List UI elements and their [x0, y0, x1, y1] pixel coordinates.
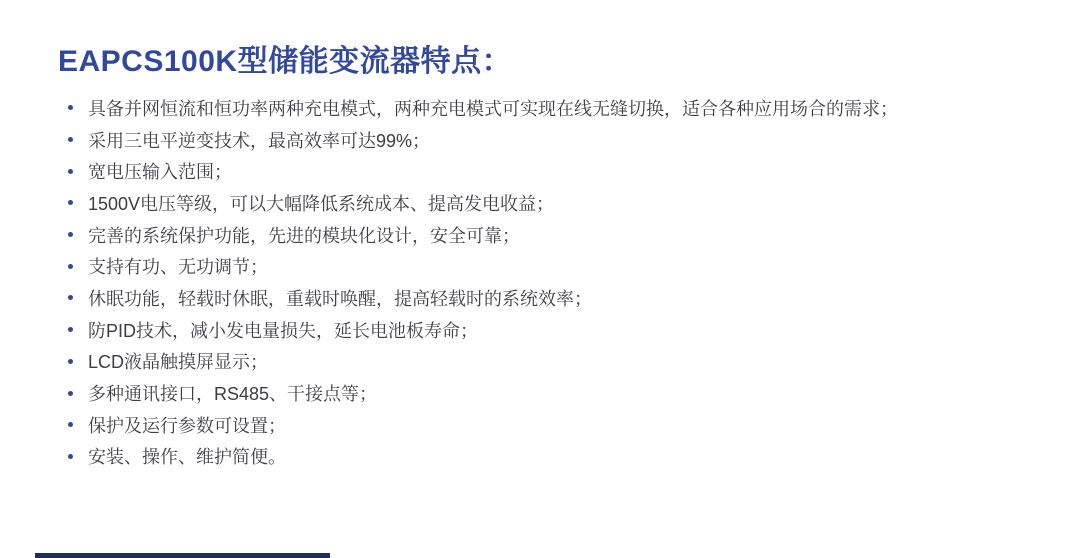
list-item-text: LCD液晶触摸屏显示； — [88, 352, 269, 373]
list-item — [62, 282, 1054, 314]
list-item-text: 支持有功、无功调节； — [88, 257, 268, 278]
list-item — [62, 409, 1054, 441]
bullet-icon — [68, 232, 73, 237]
list-item-text: 保护及运行参数可设置； — [88, 415, 286, 436]
bullet-icon — [68, 200, 73, 205]
list-item — [62, 346, 1054, 378]
list-item — [62, 377, 1054, 409]
bullet-icon — [68, 264, 73, 269]
bullet-icon — [68, 169, 73, 174]
list-item-text: 防PID技术，减小发电量损失，延长电池板寿命； — [88, 320, 479, 341]
list-item-text: 安装、操作、维护简便。 — [88, 447, 286, 468]
list-item — [62, 155, 1054, 187]
bullet-icon — [68, 391, 73, 396]
bullet-icon — [68, 327, 73, 332]
list-item — [62, 314, 1054, 346]
list-item — [62, 92, 1054, 124]
footer-accent-bar — [35, 553, 330, 558]
list-item — [62, 250, 1054, 282]
bullet-icon — [68, 422, 73, 427]
list-item-text: 具备并网恒流和恒功率两种充电模式，两种充电模式可实现在线无缝切换，适合各种应用场合的需求； — [88, 98, 898, 119]
bullet-icon — [68, 454, 73, 459]
page-title: EAPCS100K型储能变流器特点： — [58, 45, 513, 78]
list-item-text: 1500V电压等级，可以大幅降低系统成本、提高发电收益； — [88, 193, 555, 214]
feature-list — [62, 92, 1054, 472]
list-item — [62, 441, 1054, 473]
list-item-text: 多种通讯接口，RS485、干接点等； — [88, 384, 378, 405]
list-item — [62, 219, 1054, 251]
bullet-icon — [68, 137, 73, 142]
bullet-icon — [68, 359, 73, 364]
bullet-icon — [68, 295, 73, 300]
list-item — [62, 187, 1054, 219]
list-item-text: 采用三电平逆变技术，最高效率可达99%； — [88, 130, 431, 151]
list-item-text: 完善的系统保护功能，先进的模块化设计，安全可靠； — [88, 225, 520, 246]
bullet-icon — [68, 105, 73, 110]
list-item-text: 休眠功能，轻载时休眠，重载时唤醒，提高轻载时的系统效率； — [88, 288, 592, 309]
list-item-text: 宽电压输入范围； — [88, 162, 232, 183]
list-item — [62, 124, 1054, 156]
